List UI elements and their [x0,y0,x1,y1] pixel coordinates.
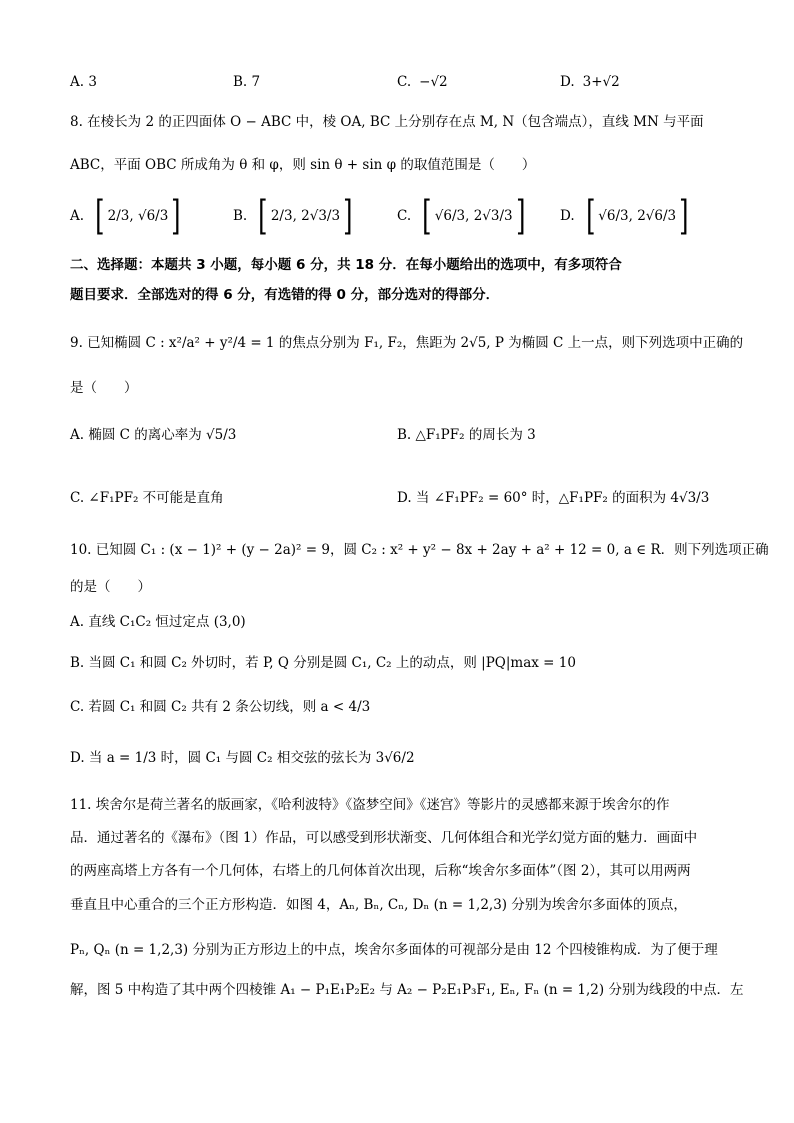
q10-stem-line1: 10. 已知圆 C₁ : (x − 1)² + (y − 2a)² = 9，圆 C₂ : x² + y² − 8x + 2ay + a² + 12 = 0, a ∈ R．则下列选项正确 [70,542,769,558]
interval-right: 2√3/3 [473,208,513,224]
section2-heading-line1: 二、选择题：本题共 3 小题，每小题 6 分，共 18 分．在每小题给出的选项中，有多项符合 [70,257,622,273]
option-text: A. 3 [70,74,97,90]
q7-option-c [397,58,448,106]
interval-left: 2/3 [107,208,130,224]
q11-stem-line4: 垂直且中心重合的三个正方形构造．如图 4，Aₙ, Bₙ, Cₙ, Dₙ (n = 1,2,3) 分别为埃舍尔多面体的顶点， [70,897,687,913]
option-value: −√2 [419,74,448,90]
section2-heading-line2: 题目要求．全部选对的得 6 分，有选错的得 0 分，部分选对的得部分． [70,287,500,303]
q8-stem-line1: 8. 在棱长为 2 的正四面体 O − ABC 中，棱 OA, BC 上分别存在点 M, N（包含端点），直线 MN 与平面 [70,114,704,130]
q10-option-b: B. 当圆 C₁ 和圆 C₂ 外切时，若 P, Q 分别是圆 C₁, C₂ 上的动点，则 |PQ|max = 10 [70,655,576,671]
q10-option-d: D. 当 a = 1/3 时，圆 C₁ 与圆 C₂ 相交弦的弦长为 3√6/2 [70,750,415,766]
q9-option-c: C. ∠F₁PF₂ 不可能是直角 [70,490,224,506]
q11-stem-line2: 品．通过著名的《瀑布》（图 1）作品，可以感受到形状渐变、几何体组合和光学幻觉方面的魅力．画面中 [70,830,698,846]
interval-right: 2√3/3 [301,208,341,224]
option-label: C. [397,74,412,90]
q10-option-a: A. 直线 C₁C₂ 恒过定点 (3,0) [70,614,246,630]
q8-stem-line2: ABC，平面 OBC 所成角为 θ 和 φ，则 sin θ + sin φ 的取值范围是（ ） [70,157,536,173]
q8-option-b: B. [ 2/3 , 2√3/3 ] [233,193,353,239]
option-label: C. [397,208,412,224]
option-label: A. [70,208,85,224]
interval-left: √6/3 [598,208,629,224]
option-value: 3+√2 [582,74,620,90]
q8-option-c: C. [ √6/3 , 2√3/3 ] [397,193,526,239]
q7-option-b [233,58,260,106]
q9-option-d: D. 当 ∠F₁PF₂ = 60° 时，△F₁PF₂ 的面积为 4√3/3 [397,490,710,506]
q10-option-c: C. 若圆 C₁ 和圆 C₂ 共有 2 条公切线，则 a < 4/3 [70,699,371,715]
q7-options [70,58,730,106]
q11-stem-line1: 11. 埃舍尔是荷兰著名的版画家，《哈利波特》《盗梦空间》《迷宫》等影片的灵感都来源于埃舍尔的作 [70,797,670,813]
option-label: B. [233,208,248,224]
option-text: B. 7 [233,74,261,90]
option-label: D. [560,208,575,224]
q8-option-a: A. [ 2/3 , √6/3 ] [70,193,181,239]
q10-stem-line2: 的是（ ） [70,579,151,595]
interval-left: √6/3 [434,208,466,224]
q9-option-a: A. 椭圆 C 的离心率为 √5/3 [70,427,237,443]
option-label: D. [560,74,575,90]
q9-stem-line2: 是（ ） [70,380,138,396]
q9-option-b: B. △F₁PF₂ 的周长为 3 [397,427,536,443]
q7-option-d [560,58,620,106]
q8-options [70,192,730,240]
q9-stem-line1: 9. 已知椭圆 C : x²/a² + y²/4 = 1 的焦点分别为 F₁, F₂，焦距为 2√5, P 为椭圆 C 上一点，则下列选项中正确的 [70,335,744,351]
q11-stem-line6: 解，图 5 中构造了其中两个四棱锥 A₁ − P₁E₁P₂E₂ 与 A₂ − P₂E₁P₃F₁, Eₙ, Fₙ (n = 1,2) 分别为线段的中点．左 [70,982,744,998]
interval-right: √6/3 [137,208,169,224]
q11-stem-line3: 的两座高塔上方各有一个几何体，右塔上的几何体首次出现，后称“埃舍尔多面体”（图 2），其可以用两两 [70,863,691,879]
interval-right: 2√6/3 [637,208,677,224]
q8-option-d: D. [ √6/3 , 2√6/3 ] [560,193,689,239]
q11-stem-line5: Pₙ, Qₙ (n = 1,2,3) 分别为正方形边上的中点，埃舍尔多面体的可视部分是由 12 个四棱锥构成．为了便于理 [70,942,718,958]
q7-option-a [70,58,97,106]
interval-left: 2/3 [270,208,293,224]
